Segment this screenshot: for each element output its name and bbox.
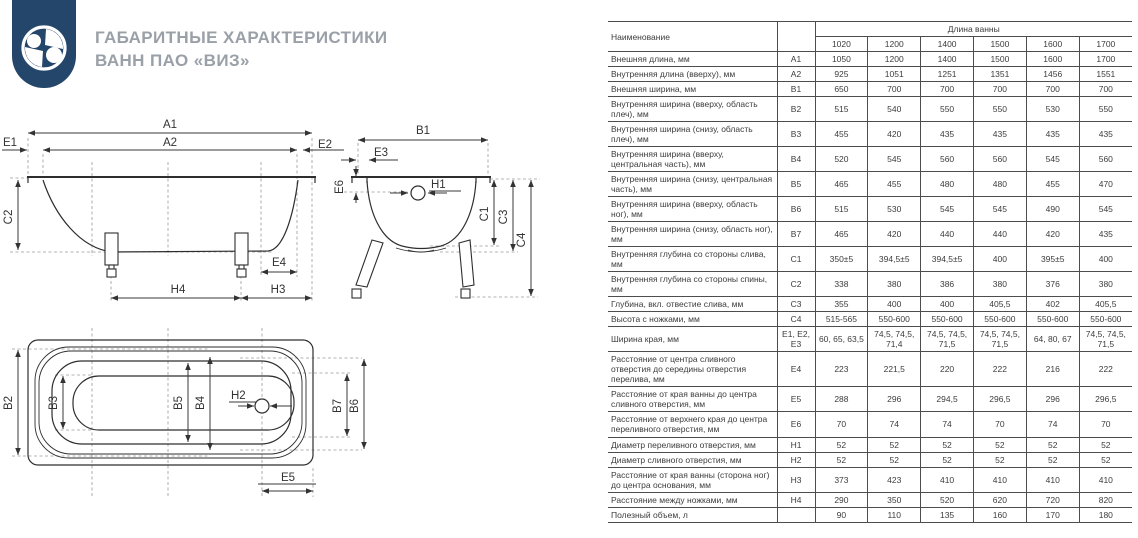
cell-value: 480 xyxy=(921,172,974,197)
cell-code: C1 xyxy=(777,247,815,272)
cell-value: 545 xyxy=(973,197,1026,222)
dimensions-table xyxy=(608,21,1132,523)
cell-value: 70 xyxy=(815,412,868,437)
cell-value: 52 xyxy=(973,437,1026,452)
cell-value: 515 xyxy=(815,197,868,222)
dim-label-e6: E6 xyxy=(334,179,346,195)
cell-value: 1200 xyxy=(868,52,921,67)
cell-code: H1 xyxy=(777,437,815,452)
cell-value: 90 xyxy=(815,507,868,522)
cell-name: Ширина края, мм xyxy=(608,327,777,352)
cell-name: Глубина, вкл. отвестие слива, мм xyxy=(608,297,777,312)
cell-code: E5 xyxy=(777,387,815,412)
cell-code: A1 xyxy=(777,52,815,67)
table-row xyxy=(608,412,1132,437)
dim-label-e4: E4 xyxy=(271,257,287,269)
cell-value: 288 xyxy=(815,387,868,412)
bathtub-technical-drawings xyxy=(0,108,600,538)
cell-code: B5 xyxy=(777,172,815,197)
col-header-length: 1700 xyxy=(1079,37,1132,52)
cell-name: Расстояние от края ванны (сторона ног) до центра основания, мм xyxy=(608,467,777,492)
cell-code: A2 xyxy=(777,67,815,82)
dim-label-a1: A1 xyxy=(162,119,178,131)
cell-value: 550-600 xyxy=(921,312,974,327)
cell-value: 455 xyxy=(815,122,868,147)
col-header-name: Наименование xyxy=(608,22,777,52)
dim-label-e1: E1 xyxy=(3,137,18,149)
cell-code: H4 xyxy=(777,492,815,507)
cell-value: 400 xyxy=(921,297,974,312)
table-header-row-1 xyxy=(608,22,1132,37)
cell-value: 560 xyxy=(1079,147,1132,172)
cell-value: 1400 xyxy=(921,52,974,67)
cell-value: 402 xyxy=(1026,297,1079,312)
cell-value: 545 xyxy=(1026,147,1079,172)
table-row xyxy=(608,352,1132,387)
cell-value: 160 xyxy=(973,507,1026,522)
cell-value: 545 xyxy=(868,147,921,172)
table-row xyxy=(608,147,1132,172)
cell-value: 423 xyxy=(868,467,921,492)
page-title xyxy=(95,26,387,73)
cell-value: 52 xyxy=(973,452,1026,467)
cell-value: 550-600 xyxy=(1079,312,1132,327)
cell-value: 74 xyxy=(1026,412,1079,437)
cell-value: 350 xyxy=(868,492,921,507)
cell-name: Диаметр сливного отверстия, мм xyxy=(608,452,777,467)
table-row xyxy=(608,197,1132,222)
cell-value: 420 xyxy=(868,222,921,247)
cell-code: E1, E2, E3 xyxy=(777,327,815,352)
cell-value: 395±5 xyxy=(1026,247,1079,272)
cell-code: C4 xyxy=(777,312,815,327)
cell-value: 1700 xyxy=(1079,52,1132,67)
cell-value: 52 xyxy=(1079,437,1132,452)
cell-value: 420 xyxy=(1026,222,1079,247)
cell-value: 520 xyxy=(815,147,868,172)
cell-name: Внутренняя ширина (снизу, область плеч), мм xyxy=(608,122,777,147)
table-row xyxy=(608,97,1132,122)
cell-value: 290 xyxy=(815,492,868,507)
cell-value: 925 xyxy=(815,67,868,82)
cell-value: 820 xyxy=(1079,492,1132,507)
dim-label-c2: C2 xyxy=(3,209,15,225)
cell-value: 52 xyxy=(921,452,974,467)
table-row xyxy=(608,222,1132,247)
cell-value: 650 xyxy=(815,82,868,97)
cell-value: 373 xyxy=(815,467,868,492)
cell-code: B7 xyxy=(777,222,815,247)
cell-value: 74,5, 74,5, 71,5 xyxy=(1079,327,1132,352)
cell-name: Внутренняя длина (вверху), мм xyxy=(608,67,777,82)
cell-value: 435 xyxy=(1079,122,1132,147)
cell-value: 545 xyxy=(921,197,974,222)
page-title-line1: ГАБАРИТНЫЕ ХАРАКТЕРИСТИКИ xyxy=(95,28,388,47)
cell-value: 70 xyxy=(1079,412,1132,437)
cell-value: 440 xyxy=(973,222,1026,247)
cell-value: 530 xyxy=(1026,97,1079,122)
cell-value: 52 xyxy=(1026,452,1079,467)
cell-value: 435 xyxy=(1079,222,1132,247)
cell-value: 376 xyxy=(1026,272,1079,297)
cell-name: Высота с ножками, мм xyxy=(608,312,777,327)
cell-value: 1351 xyxy=(973,67,1026,82)
cell-value: 296 xyxy=(1026,387,1079,412)
end-view-drawing xyxy=(334,125,540,298)
cell-value: 400 xyxy=(973,247,1026,272)
cell-value: 1050 xyxy=(815,52,868,67)
cell-value: 216 xyxy=(1026,352,1079,387)
cell-value: 700 xyxy=(1079,82,1132,97)
cell-value: 52 xyxy=(921,437,974,452)
cell-value: 296,5 xyxy=(1079,387,1132,412)
cell-value: 394,5±5 xyxy=(921,247,974,272)
table-row xyxy=(608,467,1132,492)
cell-value: 410 xyxy=(1026,467,1079,492)
table-row xyxy=(608,272,1132,297)
cell-code: H3 xyxy=(777,467,815,492)
cell-value: 550 xyxy=(1079,97,1132,122)
dim-label-c3: C3 xyxy=(498,209,510,225)
cell-value: 380 xyxy=(868,272,921,297)
cell-value: 520 xyxy=(921,492,974,507)
cell-value: 64, 80, 67 xyxy=(1026,327,1079,352)
col-header-length-group: Длина ванны xyxy=(815,22,1132,37)
cell-value: 296,5 xyxy=(973,387,1026,412)
cell-value: 52 xyxy=(868,437,921,452)
cell-value: 400 xyxy=(1079,247,1132,272)
cell-value: 74,5, 74,5, 71,5 xyxy=(973,327,1026,352)
cell-value: 380 xyxy=(973,272,1026,297)
cell-value: 550-600 xyxy=(868,312,921,327)
col-header-length: 1020 xyxy=(815,37,868,52)
cell-value: 550-600 xyxy=(1026,312,1079,327)
cell-code xyxy=(777,507,815,522)
cell-name: Полезный объем, л xyxy=(608,507,777,522)
dim-label-b5: B5 xyxy=(173,395,185,411)
top-view-drawing xyxy=(3,328,364,497)
cell-code: E4 xyxy=(777,352,815,387)
cell-value: 480 xyxy=(973,172,1026,197)
cell-value: 170 xyxy=(1026,507,1079,522)
cell-value: 700 xyxy=(868,82,921,97)
cell-value: 70 xyxy=(973,412,1026,437)
cell-value: 52 xyxy=(815,452,868,467)
cell-name: Внешняя ширина, мм xyxy=(608,82,777,97)
dim-label-e2: E2 xyxy=(318,139,333,151)
cell-name: Внешняя длина, мм xyxy=(608,52,777,67)
cell-name: Расстояние от центра сливного отверстия до середины отверстия перелива, мм xyxy=(608,352,777,387)
viz-logo-glyph xyxy=(12,18,76,82)
dim-label-h4: H4 xyxy=(170,284,186,296)
dim-label-h2: H2 xyxy=(231,390,246,402)
cell-value: 435 xyxy=(921,122,974,147)
cell-value: 1456 xyxy=(1026,67,1079,82)
dim-label-e5: E5 xyxy=(280,472,296,484)
cell-code: B6 xyxy=(777,197,815,222)
table-row xyxy=(608,507,1132,522)
cell-name: Диаметр переливного отверстия, мм xyxy=(608,437,777,452)
col-header-length: 1200 xyxy=(868,37,921,52)
cell-value: 294,5 xyxy=(921,387,974,412)
cell-value: 455 xyxy=(868,172,921,197)
col-header-code xyxy=(777,22,815,52)
cell-value: 220 xyxy=(921,352,974,387)
cell-name: Внутренняя ширина (снизу, область ног), мм xyxy=(608,222,777,247)
dim-label-b4: B4 xyxy=(195,395,207,411)
cell-value: 515 xyxy=(815,97,868,122)
table-row xyxy=(608,82,1132,97)
cell-value: 74,5, 74,5, 71,4 xyxy=(868,327,921,352)
dim-label-h1: H1 xyxy=(431,179,446,191)
cell-value: 550 xyxy=(973,97,1026,122)
cell-value: 540 xyxy=(868,97,921,122)
cell-value: 110 xyxy=(868,507,921,522)
dim-label-a2: A2 xyxy=(162,137,178,149)
cell-value: 1500 xyxy=(973,52,1026,67)
cell-value: 74 xyxy=(921,412,974,437)
cell-value: 1051 xyxy=(868,67,921,82)
dim-label-b3: B3 xyxy=(48,395,60,411)
cell-value: 465 xyxy=(815,172,868,197)
cell-value: 545 xyxy=(1079,197,1132,222)
cell-value: 60, 65, 63,5 xyxy=(815,327,868,352)
cell-value: 515-565 xyxy=(815,312,868,327)
cell-value: 52 xyxy=(1079,452,1132,467)
cell-name: Внутренняя ширина (снизу, центральная часть), мм xyxy=(608,172,777,197)
cell-code: B1 xyxy=(777,82,815,97)
table-row xyxy=(608,52,1132,67)
cell-value: 296 xyxy=(868,387,921,412)
cell-value: 338 xyxy=(815,272,868,297)
dim-label-b2: B2 xyxy=(3,395,15,411)
cell-value: 465 xyxy=(815,222,868,247)
cell-value: 223 xyxy=(815,352,868,387)
cell-name: Внутренняя глубина со стороны слива, мм xyxy=(608,247,777,272)
table-row xyxy=(608,387,1132,412)
cell-value: 222 xyxy=(973,352,1026,387)
cell-value: 74,5, 74,5, 71,5 xyxy=(921,327,974,352)
cell-value: 74 xyxy=(868,412,921,437)
cell-value: 455 xyxy=(1026,172,1079,197)
cell-value: 420 xyxy=(868,122,921,147)
cell-value: 700 xyxy=(921,82,974,97)
cell-value: 386 xyxy=(921,272,974,297)
cell-value: 405,5 xyxy=(1079,297,1132,312)
cell-value: 52 xyxy=(868,452,921,467)
cell-value: 620 xyxy=(973,492,1026,507)
cell-name: Внутренняя ширина (вверху, область ног), мм xyxy=(608,197,777,222)
cell-value: 700 xyxy=(973,82,1026,97)
table-row xyxy=(608,492,1132,507)
cell-value: 1251 xyxy=(921,67,974,82)
table-row xyxy=(608,247,1132,272)
cell-value: 1600 xyxy=(1026,52,1079,67)
page-title-line2: ВАНН ПАО «ВИЗ» xyxy=(95,51,250,71)
cell-value: 560 xyxy=(973,147,1026,172)
table-row xyxy=(608,437,1132,452)
cell-name: Внутренняя ширина (вверху, центральная часть), мм xyxy=(608,147,777,172)
cell-value: 720 xyxy=(1026,492,1079,507)
cell-value: 405,5 xyxy=(973,297,1026,312)
cell-value: 410 xyxy=(1079,467,1132,492)
table-row xyxy=(608,452,1132,467)
cell-value: 52 xyxy=(1026,437,1079,452)
table-row xyxy=(608,327,1132,352)
table-row xyxy=(608,67,1132,82)
dim-label-c1: C1 xyxy=(479,206,491,222)
col-header-length: 1600 xyxy=(1026,37,1079,52)
cell-value: 550-600 xyxy=(973,312,1026,327)
cell-value: 52 xyxy=(815,437,868,452)
cell-name: Расстояние от края ванны до центра сливного отверстия, мм xyxy=(608,387,777,412)
dim-label-h3: H3 xyxy=(270,284,286,296)
cell-name: Внутренняя глубина со стороны спины, мм xyxy=(608,272,777,297)
cell-code: B2 xyxy=(777,97,815,122)
cell-value: 400 xyxy=(868,297,921,312)
cell-value: 222 xyxy=(1079,352,1132,387)
table-row xyxy=(608,122,1132,147)
cell-value: 410 xyxy=(921,467,974,492)
cell-value: 180 xyxy=(1079,507,1132,522)
cell-value: 355 xyxy=(815,297,868,312)
cell-value: 221,5 xyxy=(868,352,921,387)
table-row xyxy=(608,297,1132,312)
cell-value: 700 xyxy=(1026,82,1079,97)
dim-label-b1: B1 xyxy=(415,125,431,137)
cell-value: 530 xyxy=(868,197,921,222)
cell-code: H2 xyxy=(777,452,815,467)
cell-value: 470 xyxy=(1079,172,1132,197)
cell-value: 394,5±5 xyxy=(868,247,921,272)
cell-value: 550 xyxy=(921,97,974,122)
cell-name: Расстояние между ножками, мм xyxy=(608,492,777,507)
cell-value: 560 xyxy=(921,147,974,172)
dim-label-b6: B6 xyxy=(349,398,361,414)
dim-label-c4: C4 xyxy=(516,232,528,248)
dim-label-e3: E3 xyxy=(374,147,389,159)
cell-value: 435 xyxy=(973,122,1026,147)
cell-value: 135 xyxy=(921,507,974,522)
col-header-length: 1400 xyxy=(921,37,974,52)
cell-value: 440 xyxy=(921,222,974,247)
cell-code: B4 xyxy=(777,147,815,172)
cell-name: Внутренняя ширина (вверху, область плеч), мм xyxy=(608,97,777,122)
cell-name: Расстояние от верхнего края до центра переливного отверстия, мм xyxy=(608,412,777,437)
cell-value: 350±5 xyxy=(815,247,868,272)
dim-label-b7: B7 xyxy=(332,398,344,414)
col-header-length: 1500 xyxy=(973,37,1026,52)
cell-code: C2 xyxy=(777,272,815,297)
table-row xyxy=(608,172,1132,197)
cell-value: 435 xyxy=(1026,122,1079,147)
cell-value: 380 xyxy=(1079,272,1132,297)
cell-code: B3 xyxy=(777,122,815,147)
cell-value: 1551 xyxy=(1079,67,1132,82)
cell-code: C3 xyxy=(777,297,815,312)
table-row xyxy=(608,312,1132,327)
cell-code: E6 xyxy=(777,412,815,437)
cell-value: 410 xyxy=(973,467,1026,492)
viz-logo-icon xyxy=(12,0,76,88)
side-view-drawing xyxy=(2,119,344,301)
cell-value: 490 xyxy=(1026,197,1079,222)
